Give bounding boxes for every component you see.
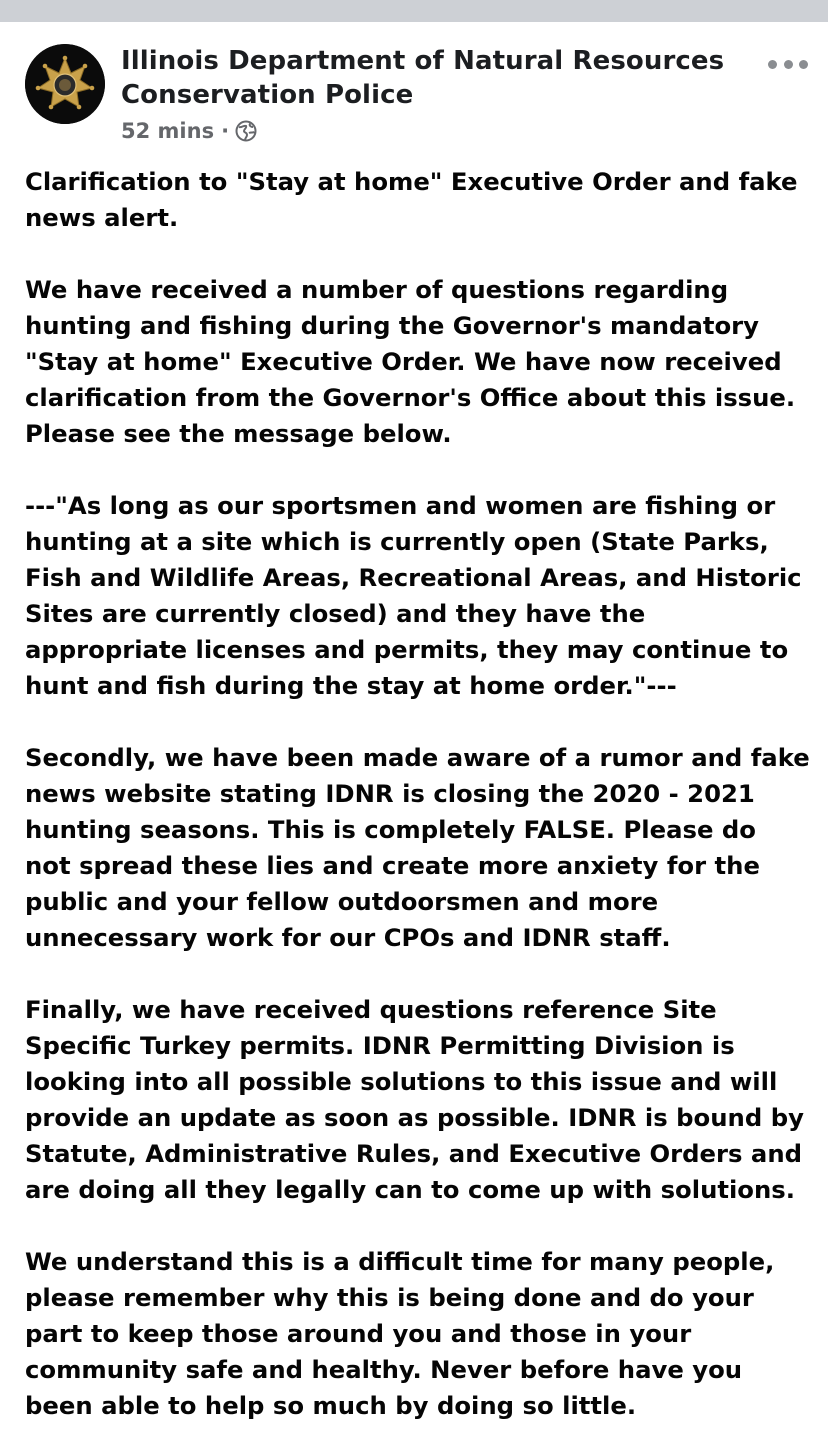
post-paragraph bbox=[25, 272, 815, 452]
post-text-line: part to keep those around you and those in your bbox=[25, 1319, 692, 1348]
post-text-line: We have received a number of questions regarding bbox=[25, 275, 729, 304]
post-text-line: Fish and Wildlife Areas, Recreational Areas, and Historic bbox=[25, 563, 802, 592]
globe-icon[interactable] bbox=[235, 120, 257, 142]
post-text-line: Sites are currently closed) and they have the bbox=[25, 599, 646, 628]
post-paragraph bbox=[25, 164, 815, 236]
post-timestamp[interactable]: 52 mins bbox=[121, 119, 215, 143]
post-text-line: please remember why this is being done and do your bbox=[25, 1283, 754, 1312]
post-text-line: hunting and fishing during the Governor's mandatory bbox=[25, 311, 759, 340]
more-dot bbox=[768, 60, 777, 69]
post-paragraph bbox=[25, 992, 815, 1208]
post-text-line: not spread these lies and create more anxiety for the bbox=[25, 851, 760, 880]
post-text-line: been able to help so much by doing so little. bbox=[25, 1391, 637, 1420]
post-paragraph bbox=[25, 488, 815, 704]
post-text-line: hunting at a site which is currently open (State Parks, bbox=[25, 527, 769, 556]
post-text-line: clarification from the Governor's Office about this issue. bbox=[25, 383, 796, 412]
post-text-line: appropriate licenses and permits, they may continue to bbox=[25, 635, 789, 664]
feed-divider bbox=[0, 0, 828, 22]
page-name[interactable] bbox=[121, 44, 761, 112]
post-text-line: public and your fellow outdoorsmen and more bbox=[25, 887, 659, 916]
post-text-line: Specific Turkey permits. IDNR Permitting Division is bbox=[25, 1031, 735, 1060]
star-badge-icon bbox=[25, 44, 105, 124]
post-text-line: "Stay at home" Executive Order. We have now received bbox=[25, 347, 782, 376]
post-text-line: provide an update as soon as possible. IDNR is bound by bbox=[25, 1103, 804, 1132]
post-text-line: Statute, Administrative Rules, and Executive Orders and bbox=[25, 1139, 803, 1168]
post-text-line: Secondly, we have been made aware of a rumor and fake bbox=[25, 743, 810, 772]
post-text-line: Clarification to "Stay at home" Executive Order and fake bbox=[25, 167, 798, 196]
post-text-line: We understand this is a difficult time for many people, bbox=[25, 1247, 775, 1276]
post-body bbox=[25, 164, 815, 1429]
meta-separator: · bbox=[221, 119, 230, 143]
page-avatar[interactable] bbox=[25, 44, 105, 124]
post-paragraph bbox=[25, 740, 815, 956]
page-name-line-1: Illinois Department of Natural Resources bbox=[121, 46, 725, 76]
more-dot bbox=[784, 60, 793, 69]
post-text-line: ---"As long as our sportsmen and women are fishing or bbox=[25, 491, 776, 520]
post-text-line: news website stating IDNR is closing the 2020 - 2021 bbox=[25, 779, 755, 808]
more-dot bbox=[799, 60, 808, 69]
post-text-line: unnecessary work for our CPOs and IDNR staff. bbox=[25, 923, 671, 952]
post-text-line: community safe and healthy. Never before have you bbox=[25, 1355, 743, 1384]
post-text-line: are doing all they legally can to come up with solutions. bbox=[25, 1175, 795, 1204]
facebook-post bbox=[0, 22, 828, 1429]
post-text-line: Please see the message below. bbox=[25, 419, 452, 448]
post-text-line: hunt and fish during the stay at home order."--- bbox=[25, 671, 677, 700]
post-text-line: looking into all possible solutions to this issue and will bbox=[25, 1067, 778, 1096]
page-name-line-2: Conservation Police bbox=[121, 80, 414, 110]
post-meta bbox=[121, 117, 257, 145]
more-options-icon[interactable] bbox=[768, 52, 808, 76]
post-paragraph bbox=[25, 1244, 815, 1424]
post-text-line: hunting seasons. This is completely FALSE. Please do bbox=[25, 815, 756, 844]
post-text-line: Finally, we have received questions reference Site bbox=[25, 995, 717, 1024]
post-text-line: news alert. bbox=[25, 203, 179, 232]
